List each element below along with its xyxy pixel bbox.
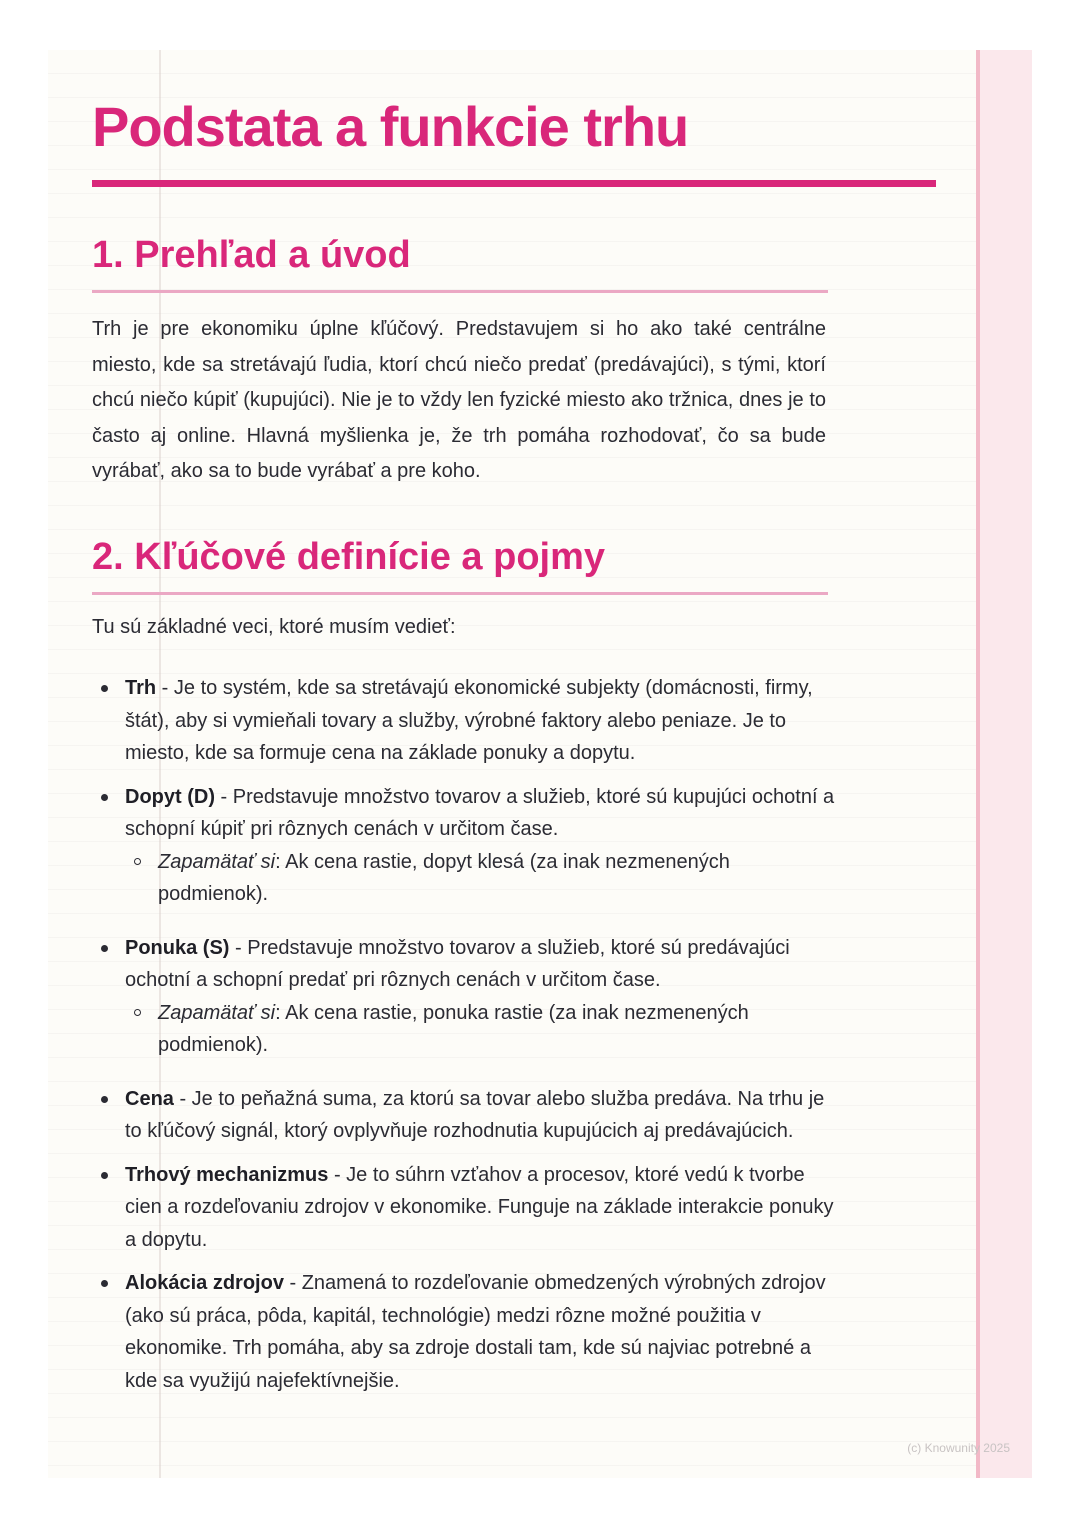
- sub-list-item: [125, 846, 836, 911]
- sub-list-item: [125, 997, 836, 1062]
- definition-text: - Predstavuje množstvo tovarov a služieb, ktoré sú predávajúci ochotní a schopní predať pri rôznych cenách v určitom čase.: [125, 936, 790, 991]
- list-item: [92, 781, 836, 911]
- right-margin-rule: [976, 50, 980, 1478]
- section-2-underline: [92, 592, 828, 595]
- list-item: [92, 1267, 836, 1397]
- definition-text: - Je to peňažná suma, za ktorú sa tovar alebo služba predáva. Na trhu je to kľúčový signál, ktorý ovplyvňuje rozhodnutia kupujúcich aj predávajúcich.: [125, 1087, 825, 1142]
- bullet-icon: [101, 1172, 108, 1179]
- bullet-icon: [101, 1280, 108, 1287]
- definition-term: Alokácia zdrojov: [125, 1272, 284, 1294]
- section-2-intro: Tu sú základné veci, ktoré musím vedieť:: [92, 616, 456, 638]
- right-margin-strip: [976, 50, 1032, 1478]
- page-title: Podstata a funkcie trhu: [92, 95, 689, 158]
- definition-text: - Je to systém, kde sa stretávajú ekonomické subjekty (domácnosti, firmy, štát), aby si vymieňali tovary a služby, výrobné faktory alebo peniaze. Je to miesto, kde sa formuje cena na základe ponuky a dopytu.: [125, 677, 813, 764]
- definition-term: Dopyt (D): [125, 785, 215, 808]
- section-2-heading: 2. Kľúčové definície a pojmy: [92, 536, 606, 578]
- title-underline: [92, 180, 936, 187]
- circle-bullet-icon: [134, 1009, 141, 1016]
- definition-term: Trhový mechanizmus: [125, 1163, 329, 1186]
- note-label: Zapamätať si: [158, 850, 276, 873]
- section-1-underline: [92, 290, 828, 293]
- definition-term: Cena: [125, 1087, 174, 1110]
- definition-text: - Znamená to rozdeľovanie obmedzených výrobných zdrojov (ako sú práca, pôda, kapitál, technológie) medzi rôzne možné použitia v ekonomike. Trh pomáha, aby sa zdroje dostali tam, kde sú najviac potrebné a kde sa využijú najefektívnejšie.: [125, 1272, 826, 1392]
- list-item: [92, 672, 836, 770]
- bullet-icon: [101, 685, 108, 692]
- bullet-icon: [101, 794, 108, 801]
- sub-list: [125, 997, 836, 1062]
- bullet-icon: [101, 1096, 108, 1103]
- definition-text: - Predstavuje množstvo tovarov a služieb, ktoré sú kupujúci ochotní a schopní kúpiť pri rôznych cenách v určitom čase.: [125, 785, 835, 840]
- definition-text: - Je to súhrn vzťahov a procesov, ktoré vedú k tvorbe cien a rozdeľovaniu zdrojov v ekonomike. Funguje na základe interakcie ponuky a dopytu.: [125, 1163, 834, 1251]
- list-item: [92, 1159, 836, 1257]
- section-1-heading: 1. Prehľad a úvod: [92, 234, 411, 276]
- list-item: [92, 932, 836, 1062]
- sub-list: [125, 846, 836, 911]
- bullet-icon: [101, 945, 108, 952]
- note-text: : Ak cena rastie, ponuka rastie (za inak nezmenených podmienok).: [158, 1001, 749, 1056]
- definition-term: Ponuka (S): [125, 936, 230, 959]
- list-item: [92, 1083, 836, 1148]
- copyright-footer: (c) Knowunity 2025: [907, 1441, 1010, 1455]
- note-text: : Ak cena rastie, dopyt klesá (za inak nezmenených podmienok).: [158, 850, 730, 905]
- definitions-list: [92, 672, 836, 1408]
- document-page: [48, 50, 1032, 1478]
- note-label: Zapamätať si: [158, 1001, 276, 1024]
- definition-term: Trh: [125, 677, 157, 699]
- section-1-paragraph: Trh je pre ekonomiku úplne kľúčový. Predstavujem si ho ako také centrálne miesto, kde sa stretávajú ľudia, ktorí chcú niečo predať (predávajúci), s tými, ktorí chcú niečo kúpiť (kupujúci). Nie je to vždy len fyzické miesto ako tržnica, dnes je to často aj online. Hlavná myšlienka je, že trh pomáha rozhodovať, čo sa bude vyrábať, ako sa to bude vyrábať a pre koho.: [92, 318, 826, 482]
- circle-bullet-icon: [134, 858, 141, 865]
